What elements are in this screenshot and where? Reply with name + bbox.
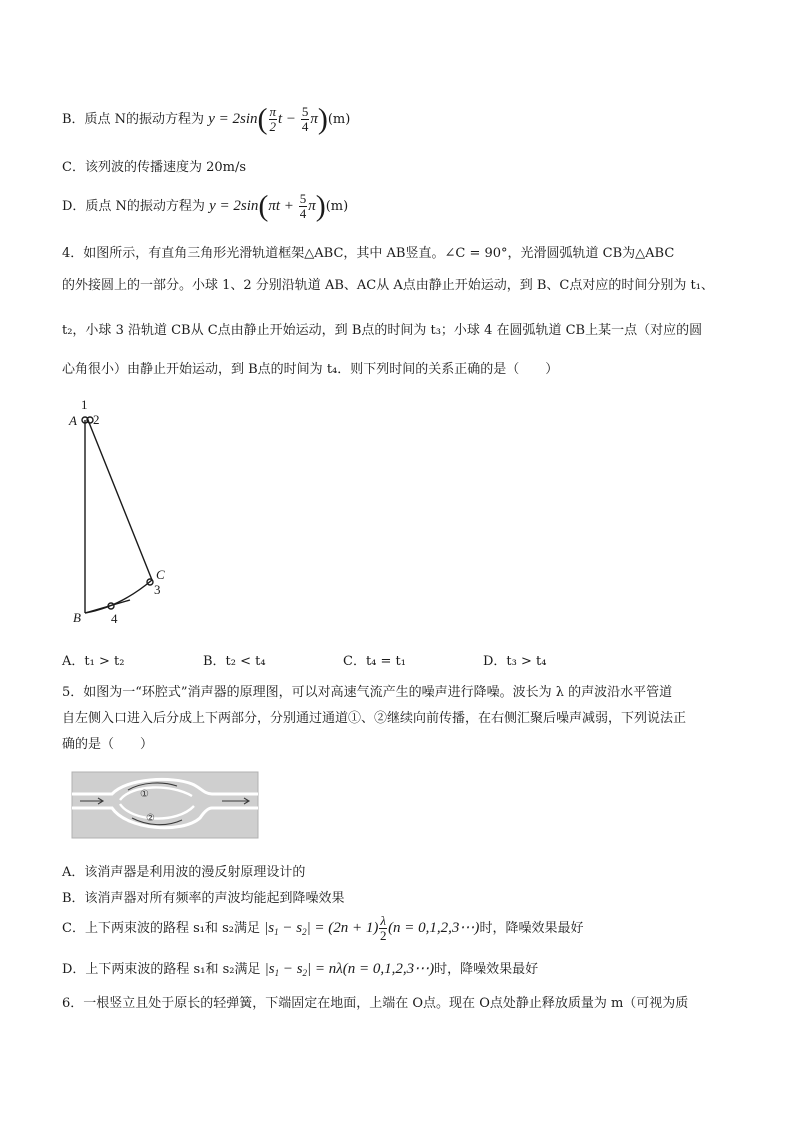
channel-2-label: ② xyxy=(146,813,155,824)
label-1: 1 xyxy=(81,397,88,412)
q4-option-d: D．t₃ > t₄ xyxy=(483,654,547,669)
q4-line-2: 的外接圆上的一部分。小球 1、2 分别沿轨道 AB、AC从 A点由静止开始运动，到 B、C点对应的时间分别为 t₁、 xyxy=(62,278,714,293)
arc-cb xyxy=(85,580,152,613)
q4-triangle-figure xyxy=(60,395,180,630)
q4-line-3: t₂，小球 3 沿轨道 CB从 C点由静止开始运动，到 B点的时间为 t₃；小球 4 在圆弧轨道 CB上某一点（对应的圆 xyxy=(62,323,703,338)
q4-line-1: 4．如图所示，有直角三角形光滑轨道框架△ABC，其中 AB竖直。∠C = 90°，光滑圆弧轨道 CB为△ABC xyxy=(62,246,675,261)
q5-option-d-post: 时，降噪效果最好 xyxy=(434,962,539,977)
track-ac xyxy=(88,420,152,580)
option-d-label: D．质点 N的振动方程为 xyxy=(62,198,205,214)
channel-1-label: ① xyxy=(140,789,149,800)
q5-option-c-post: 时，降噪效果最好 xyxy=(479,920,584,936)
option-d xyxy=(62,189,349,223)
q5-line-1: 5．如图为一“环腔式”消声器的原理图，可以对高速气流产生的噪声进行降噪。波长为 λ 的声波沿水平管道 xyxy=(62,685,673,700)
option-c: C．该列波的传播速度为 20m/s xyxy=(62,160,246,175)
q5-line-2: 自左侧入口进入后分成上下两部分，分别通过通道①、②继续向前传播，在右侧汇聚后噪声减弱，下列说法正 xyxy=(62,711,687,726)
q5-option-c xyxy=(62,914,583,943)
q4-line-4: 心角很小）由静止开始运动，到 B点的时间为 t₄．则下列时间的关系正确的是（ ） xyxy=(62,362,559,377)
label-b: B xyxy=(73,610,81,625)
q4-option-c: C．t₄ = t₁ xyxy=(343,654,406,669)
option-b-unit: (m) xyxy=(327,111,351,127)
q5-option-c-pre: C．上下两束波的路程 s₁和 s₂满足 xyxy=(62,920,260,936)
q5-option-c-equation: $|s_1 - s_2| = (2n + 1)$ $\frac{\lambda}{2}$ (n = 0,1,2,3⋯) xyxy=(264,913,480,943)
label-c: C xyxy=(156,567,165,582)
q5-option-d-pre: D．上下两束波的路程 s₁和 s₂满足 xyxy=(62,962,261,977)
label-2: 2 xyxy=(93,412,100,427)
q4-option-a: A．t₁ > t₂ xyxy=(62,654,125,669)
label-a: A xyxy=(69,413,77,428)
option-b-label: B．质点 N的振动方程为 xyxy=(62,111,205,127)
q5-option-a: A．该消声器是利用波的漫反射原理设计的 xyxy=(62,865,306,880)
option-d-unit: (m) xyxy=(325,198,349,214)
option-d-equation: y = 2sin(πt + $\frac{5}{4}$ π) xyxy=(209,189,326,223)
q6-line-1: 6．一根竖立且处于原长的轻弹簧，下端固定在地面，上端在 O点。现在 O点处静止释放质量为 m（可视为质 xyxy=(62,996,689,1011)
q5-line-3: 确的是（ ） xyxy=(62,737,154,752)
option-b xyxy=(62,102,351,136)
option-b-equation: y = 2sin( $\frac{\pi}{2}$ t − $\frac{5}{4}$ π) xyxy=(208,102,328,136)
q4-option-b: B．t₂ < t₄ xyxy=(203,654,266,669)
q5-option-d xyxy=(62,958,538,978)
label-4: 4 xyxy=(111,611,118,626)
q5-option-d-equation: $|s_1 - s_2| = n\lambda(n$ = 0,1,2,3⋯) xyxy=(264,961,435,978)
q5-option-b: B．该消声器对所有频率的声波均能起到降噪效果 xyxy=(62,891,345,906)
label-3: 3 xyxy=(154,582,161,597)
muffler-figure xyxy=(72,772,258,838)
